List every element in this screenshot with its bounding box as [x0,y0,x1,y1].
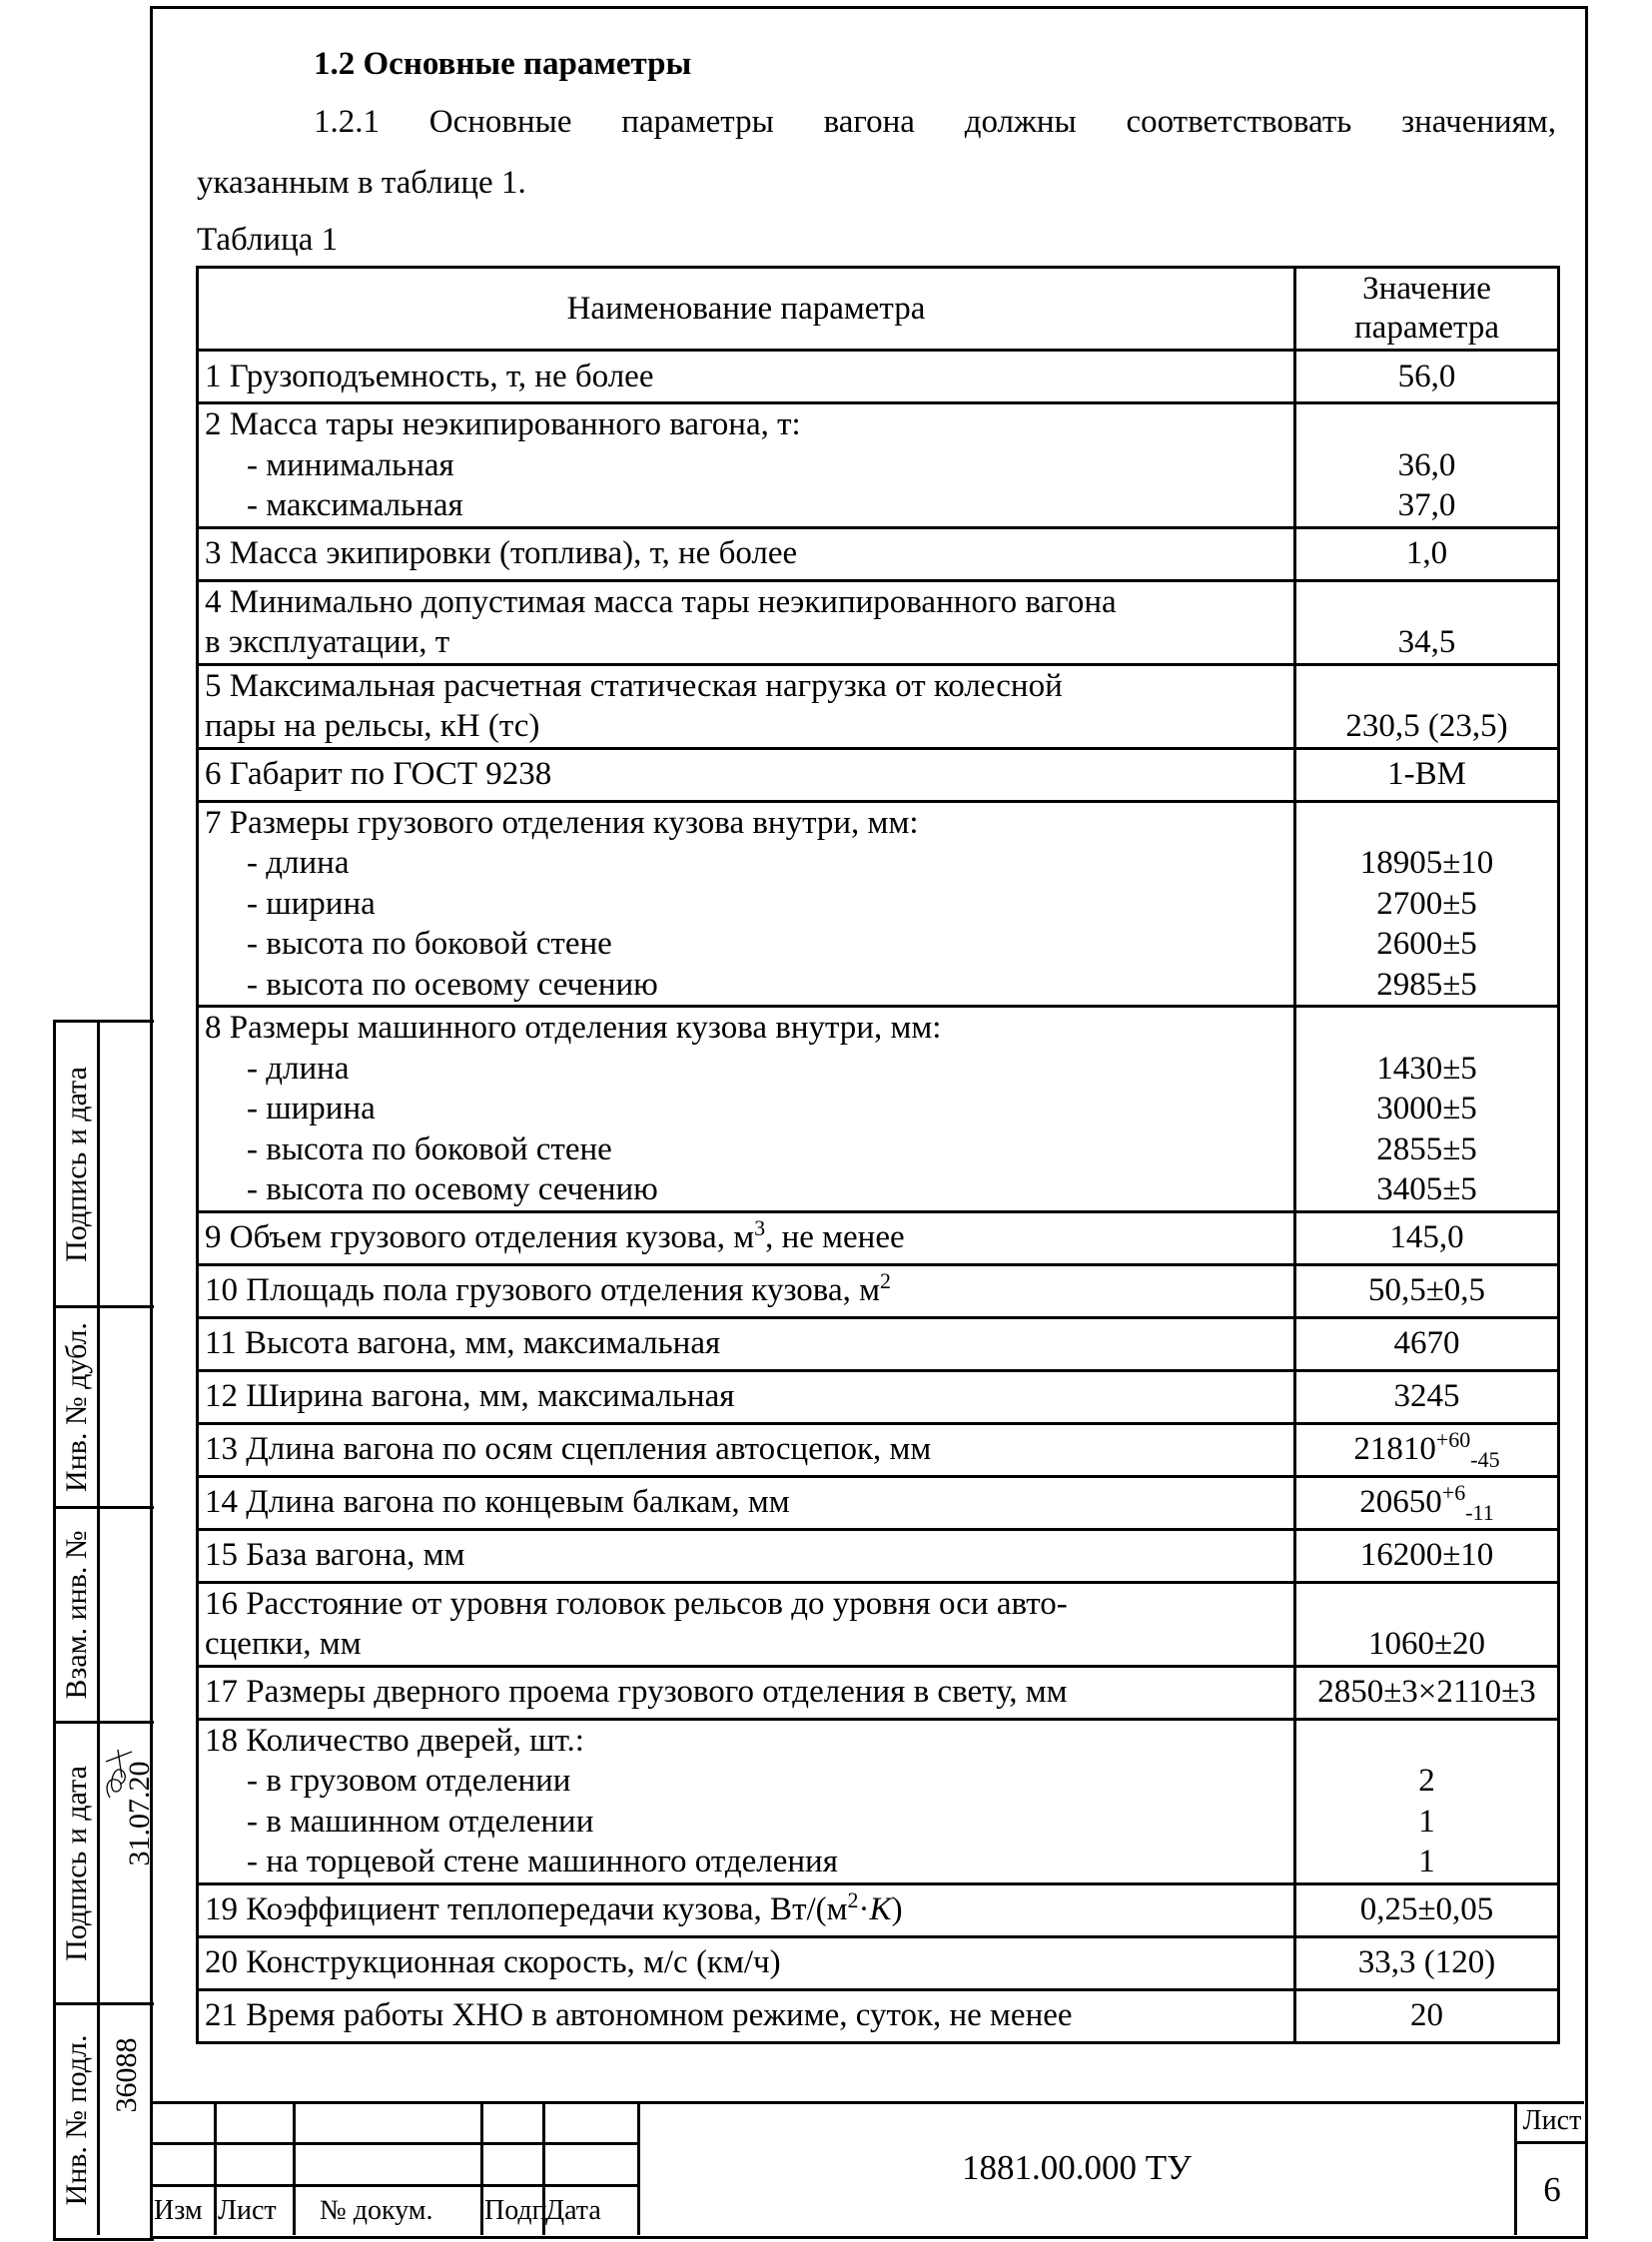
parameter-value: 50,5±0,5 [1295,1264,1559,1317]
parameter-value: $20650^{+6}_{-11}$ [1295,1476,1559,1529]
table-row [198,1936,1559,1989]
sub-item-label: - высота по осевому сечению [247,1171,658,1207]
parameter-name: 16 Расстояние от уровня головок рельсов до уровня оси авто- сцепки, мм [198,1582,1295,1666]
title-block-podp: Подп [484,2195,547,2226]
table-row [198,1582,1559,1666]
stamp-signature-date-top-value [100,1023,154,1305]
sheet-number: 6 [1543,2169,1561,2209]
sub-item-value: 1 [1418,1844,1435,1879]
sub-item-label: - в машинном отделении [247,1803,594,1840]
paragraph-word: соответствовать [1126,104,1352,140]
parameter-value: 2850±3×2110±3 [1295,1666,1559,1719]
parameter-name: 18 Количество дверей, шт.: - в грузовом отделении - в машинном отделении - на торцевой стене машинного отделения [198,1719,1295,1883]
stamp-duplicate-inventory: Инв. № дубл. [56,1308,154,1509]
sub-item-value: 1430±5 [1376,1050,1477,1087]
parameter-name: 1 Грузоподъемность, т, не более [198,351,1295,403]
parameter-name: 20 Конструкционная скорость, м/с (км/ч) [198,1936,1295,1989]
stamp-signature-date-value: 31.07.20 [123,1761,156,1867]
sub-item-label: - ширина [247,885,376,922]
parameter-value [1295,801,1559,1007]
parameter-name: 21 Время работы ХНО в автономном режиме, суток, не менее [198,1989,1295,2042]
parameter-name: 10 Площадь пола грузового отделения кузова, $м^2$ [198,1264,1295,1317]
table-row [198,527,1559,580]
parameter-name: 12 Ширина вагона, мм, максимальная [198,1370,1295,1423]
parameter-name: 14 Длина вагона по концевым балкам, мм [198,1476,1295,1529]
sub-item-label: - минимальная [247,446,454,483]
parameter-name: 9 Объем грузового отделения кузова, $м^3$, не менее [198,1211,1295,1264]
left-margin-stamp [53,1020,154,2241]
table-row [198,580,1559,664]
table-row [198,1883,1559,1936]
table-row [198,748,1559,801]
table-row [198,403,1559,528]
sub-item-value: 2600±5 [1376,926,1477,962]
parameter-name: 17 Размеры дверного проема грузового отделения в свету, мм [198,1666,1295,1719]
sub-item-value: 2985±5 [1376,966,1477,1003]
parameter-value [1295,1007,1559,1212]
parameter-value: 3245 [1295,1370,1559,1423]
table-row [198,1476,1559,1529]
parameter-value [1295,403,1559,528]
parameter-value: 34,5 [1295,580,1559,664]
sub-item-label: - в грузовом отделении [247,1763,571,1799]
sub-item-label: - высота по боковой стене [247,926,612,962]
parameter-value: 1-ВМ [1295,748,1559,801]
parameter-name: 3 Масса экипировки (топлива), т, не более [198,527,1295,580]
paragraph-word: вагона [823,104,915,140]
parameter-value: $21810^{+60}_{-45}$ [1295,1423,1559,1476]
paragraph-word: 1.2.1 [314,104,380,140]
sub-item-value: 37,0 [1397,487,1456,523]
table-row [198,1666,1559,1719]
sub-item-label: - высота по осевому сечению [247,966,658,1003]
parameter-value [1295,1719,1559,1883]
document-designation: 1881.00.000 ТУ [962,2148,1192,2187]
sub-item-label: - длина [247,845,350,881]
parameters-table [196,266,1560,2044]
sub-item-label: - высота по боковой стене [247,1130,612,1167]
sub-item-label: - длина [247,1050,350,1087]
table-row [198,1264,1559,1317]
sub-item-value: 3000±5 [1376,1091,1477,1126]
parameter-value: 230,5 (23,5) [1295,664,1559,748]
stamp-signature-date-bottom: Подпись и дата 31.07.20 [56,1724,154,2005]
parameter-name: 19 Коэффициент теплопередачи кузова, $Вт/(м^2\cdot K)$ [198,1883,1295,1936]
parameter-name: 13 Длина вагона по осям сцепления автосцепок, мм [198,1423,1295,1476]
paragraph-line-2: указанным в таблице 1. [197,165,526,201]
sheet-number-box [1514,2101,1587,2235]
parameter-value: 4670 [1295,1317,1559,1370]
title-block-date: Дата [545,2195,601,2226]
table-caption: Таблица 1 [197,222,339,258]
sub-item-value: 18905±10 [1359,845,1494,881]
title-block-list: Лист [218,2195,277,2226]
table-header-row [198,268,1559,351]
section-heading: 1.2 Основные параметры [314,46,692,82]
header-parameter-value: Значение параметра [1295,268,1559,351]
paragraph-word: параметры [621,104,774,140]
table-row [198,801,1559,1007]
parameter-value: 56,0 [1295,351,1559,403]
sub-item-label: - максимальная [247,487,463,523]
table-row [198,1423,1559,1476]
parameter-value: 20 [1295,1989,1559,2042]
parameter-value: 1060±20 [1295,1582,1559,1666]
parameter-value: 1,0 [1295,527,1559,580]
paragraph-line-1 [314,104,1556,141]
table-row [198,1989,1559,2042]
paragraph-word: Основные [428,104,572,140]
table-row [198,1719,1559,1883]
sub-item-value: 2700±5 [1376,885,1477,922]
paragraph-word: значениям, [1401,104,1556,140]
sub-item-value: 2855±5 [1376,1130,1477,1167]
table-row [198,1370,1559,1423]
parameter-name: 7 Размеры грузового отделения кузова внутри, мм: - длина - ширина - высота по боковой стене - высота по осевому сечению [198,801,1295,1007]
sub-item-value: 3405±5 [1376,1171,1477,1207]
parameter-value: 33,3 (120) [1295,1936,1559,1989]
parameter-name: 6 Габарит по ГОСТ 9238 [198,748,1295,801]
parameter-name: 15 База вагона, мм [198,1529,1295,1582]
parameter-value: 0,25±0,05 [1295,1883,1559,1936]
parameter-name: 8 Размеры машинного отделения кузова внутри, мм: - длина - ширина - высота по боковой стене - высота по осевому сечению [198,1007,1295,1212]
table-row [198,1317,1559,1370]
sub-item-value: 1 [1418,1803,1435,1840]
title-block-izm: Изм [154,2195,203,2226]
sub-item-label: - на торцевой стене машинного отделения [247,1844,838,1879]
parameter-value: 145,0 [1295,1211,1559,1264]
title-block-doc-no: № докум. [320,2195,433,2226]
sheet-label: Лист [1517,2101,1587,2144]
sub-item-value: 2 [1418,1763,1435,1799]
parameter-value: 16200±10 [1295,1529,1559,1582]
stamp-replacement-inventory: Взам. инв. № [56,1509,154,1724]
table-row [198,1529,1559,1582]
paragraph-word: должны [964,104,1077,140]
parameter-name: 2 Масса тары неэкипированного вагона, т: - минимальная - максимальная [198,403,1295,528]
table-row [198,351,1559,403]
sub-item-label: - ширина [247,1091,376,1126]
table-row [198,1211,1559,1264]
table-row [198,664,1559,748]
table-row [198,1007,1559,1212]
stamp-signature-date-top: Подпись и дата [56,1023,154,1308]
stamp-original-inventory: Инв. № подл. 36088 [56,2005,154,2235]
sub-item-value: 36,0 [1397,446,1456,483]
parameter-name: 4 Минимально допустимая масса тары неэкипированного вагона в эксплуатации, т [198,580,1295,664]
stamp-original-inventory-value: 36088 [110,2037,143,2113]
header-parameter-name: Наименование параметра [198,268,1295,351]
parameter-name: 11 Высота вагона, мм, максимальная [198,1317,1295,1370]
parameter-name: 5 Максимальная расчетная статическая нагрузка от колесной пары на рельсы, кН (тс) [198,664,1295,748]
